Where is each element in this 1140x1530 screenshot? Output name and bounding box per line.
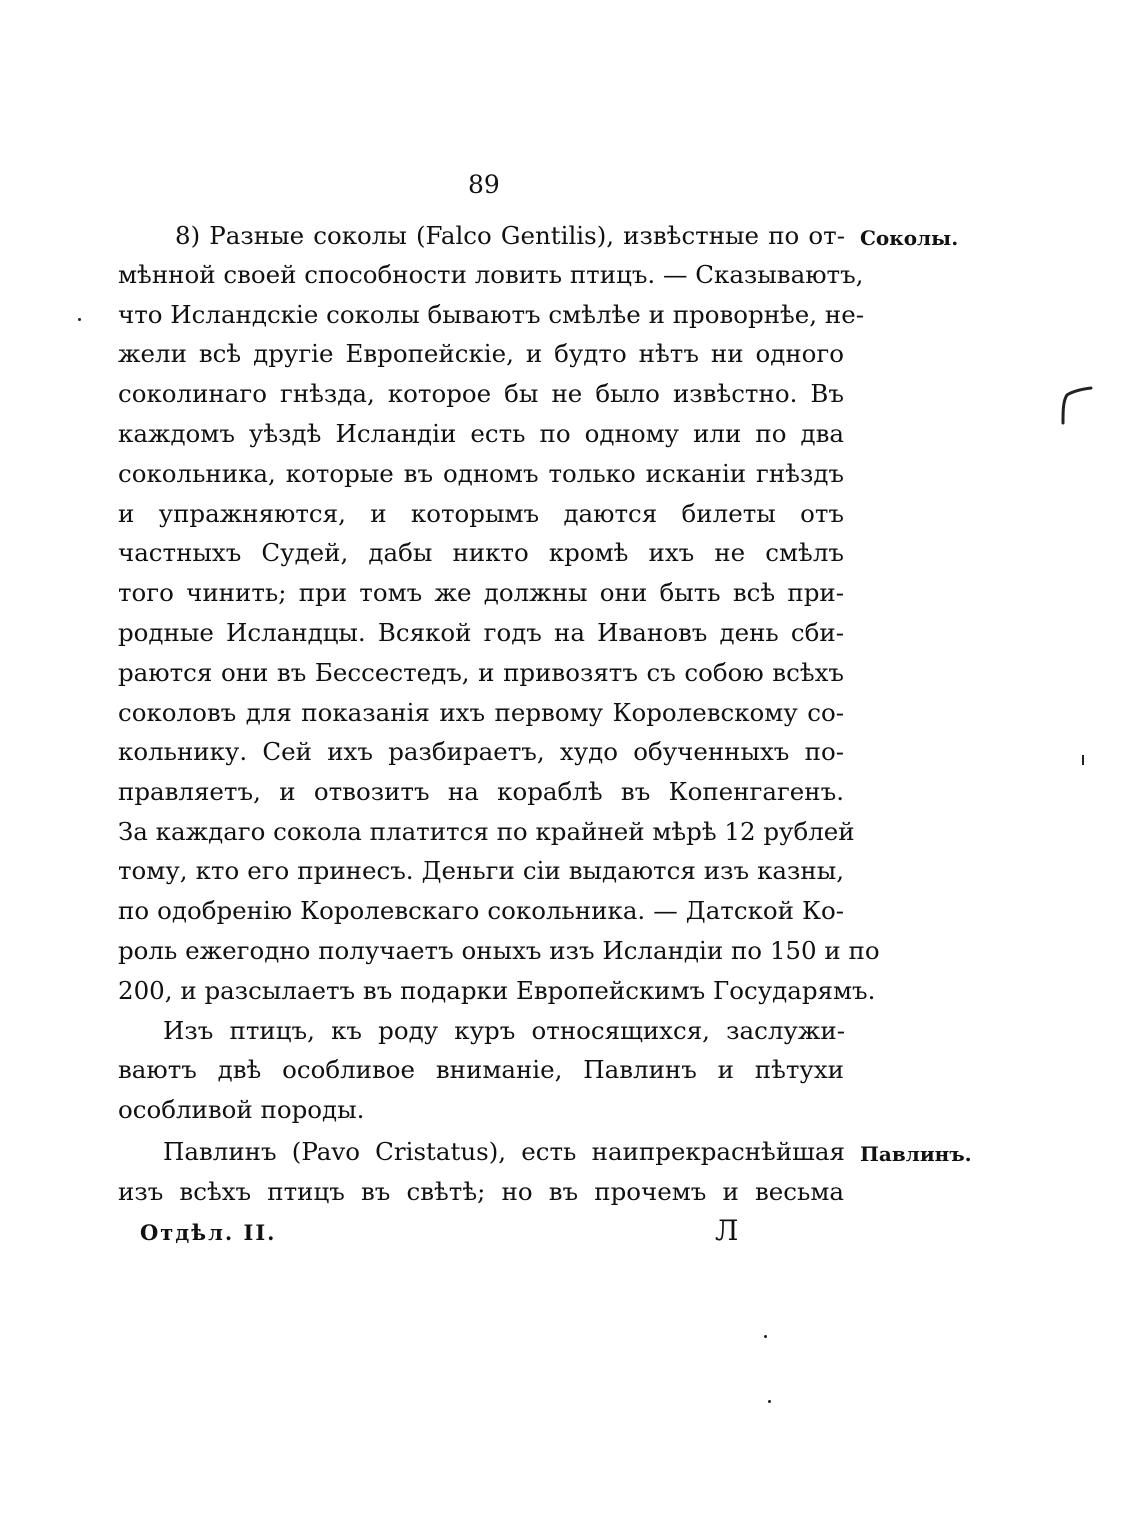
- body-line: частныхъ Судей, дабы никто кромѣ ихъ не смѣлъ: [118, 538, 844, 567]
- stray-dot: [768, 1400, 771, 1403]
- body-line: изъ всѣхъ птицъ въ свѣтѣ; но въ прочемъ и весьма: [118, 1177, 844, 1206]
- body-line: 8) Разные соколы (Falco Gentilis), извѣстные по от-: [175, 221, 845, 250]
- body-line: соколовъ для показанія ихъ первому Королевскому со-: [118, 698, 844, 727]
- stray-tick: [1082, 755, 1084, 765]
- body-line: особливой породы.: [118, 1095, 365, 1124]
- stray-dot: [764, 1335, 767, 1338]
- body-line: и упражняются, и которымъ даются билеты отъ: [118, 499, 844, 528]
- body-line: 200, и разсылаетъ въ подарки Европейскимъ Государямъ.: [118, 976, 876, 1005]
- body-line: мѣнной своей способности ловить птицъ. — Сказываютъ,: [118, 260, 864, 289]
- body-line: соколинаго гнѣзда, которое бы не было извѣстно. Въ: [118, 379, 844, 408]
- body-line: что Исландскіе соколы бываютъ смѣлѣе и проворнѣе, не-: [118, 300, 864, 329]
- body-line: каждомъ уѣздѣ Исландіи есть по одному или по два: [118, 419, 844, 448]
- body-line: роль ежегодно получаетъ оныхъ изъ Исландіи по 150 и по: [118, 936, 880, 965]
- pencil-mark: [1055, 385, 1095, 427]
- body-line: тому, кто его принесъ. Деньги сіи выдаются изъ казны,: [118, 856, 844, 885]
- footer-mark: Л: [715, 1214, 739, 1247]
- footer-signature: Отдѣл. II.: [140, 1220, 277, 1245]
- body-line: кольнику. Сей ихъ разбираетъ, худо обученныхъ по-: [118, 737, 844, 766]
- body-line: правляетъ, и отвозитъ на кораблѣ въ Копенгагенъ.: [118, 777, 844, 806]
- body-line: по одобренію Королевскаго сокольника. — Датской Ко-: [118, 896, 844, 925]
- body-line: жели всѣ другіе Европейскіе, и будто нѣтъ ни одного: [118, 339, 844, 368]
- body-line: родные Исландцы. Всякой годъ на Ивановъ день сби-: [118, 618, 844, 647]
- page-number: 89: [468, 170, 500, 199]
- body-line: Изъ птицъ, къ роду куръ относящихся, заслужи-: [163, 1016, 845, 1045]
- body-line: ваютъ двѣ особливое вниманіе, Павлинъ и пѣтухи: [118, 1055, 844, 1084]
- body-line: Павлинъ (Pavo Cristatus), есть наипрекраснѣйшая: [163, 1137, 845, 1166]
- body-line: За каждаго сокола платится по крайней мѣрѣ 12 рублей: [118, 817, 855, 846]
- stray-dot: [78, 318, 81, 321]
- margin-note-sokoly: Соколы.: [860, 226, 959, 250]
- body-line: раются они въ Бессестедъ, и привозятъ съ собою всѣхъ: [118, 658, 844, 687]
- body-line: сокольника, которые въ одномъ только исканіи гнѣздъ: [118, 459, 844, 488]
- margin-note-pavlin: Павлинъ.: [860, 1142, 972, 1166]
- body-line: того чинить; при томъ же должны они быть всѣ при-: [118, 578, 844, 607]
